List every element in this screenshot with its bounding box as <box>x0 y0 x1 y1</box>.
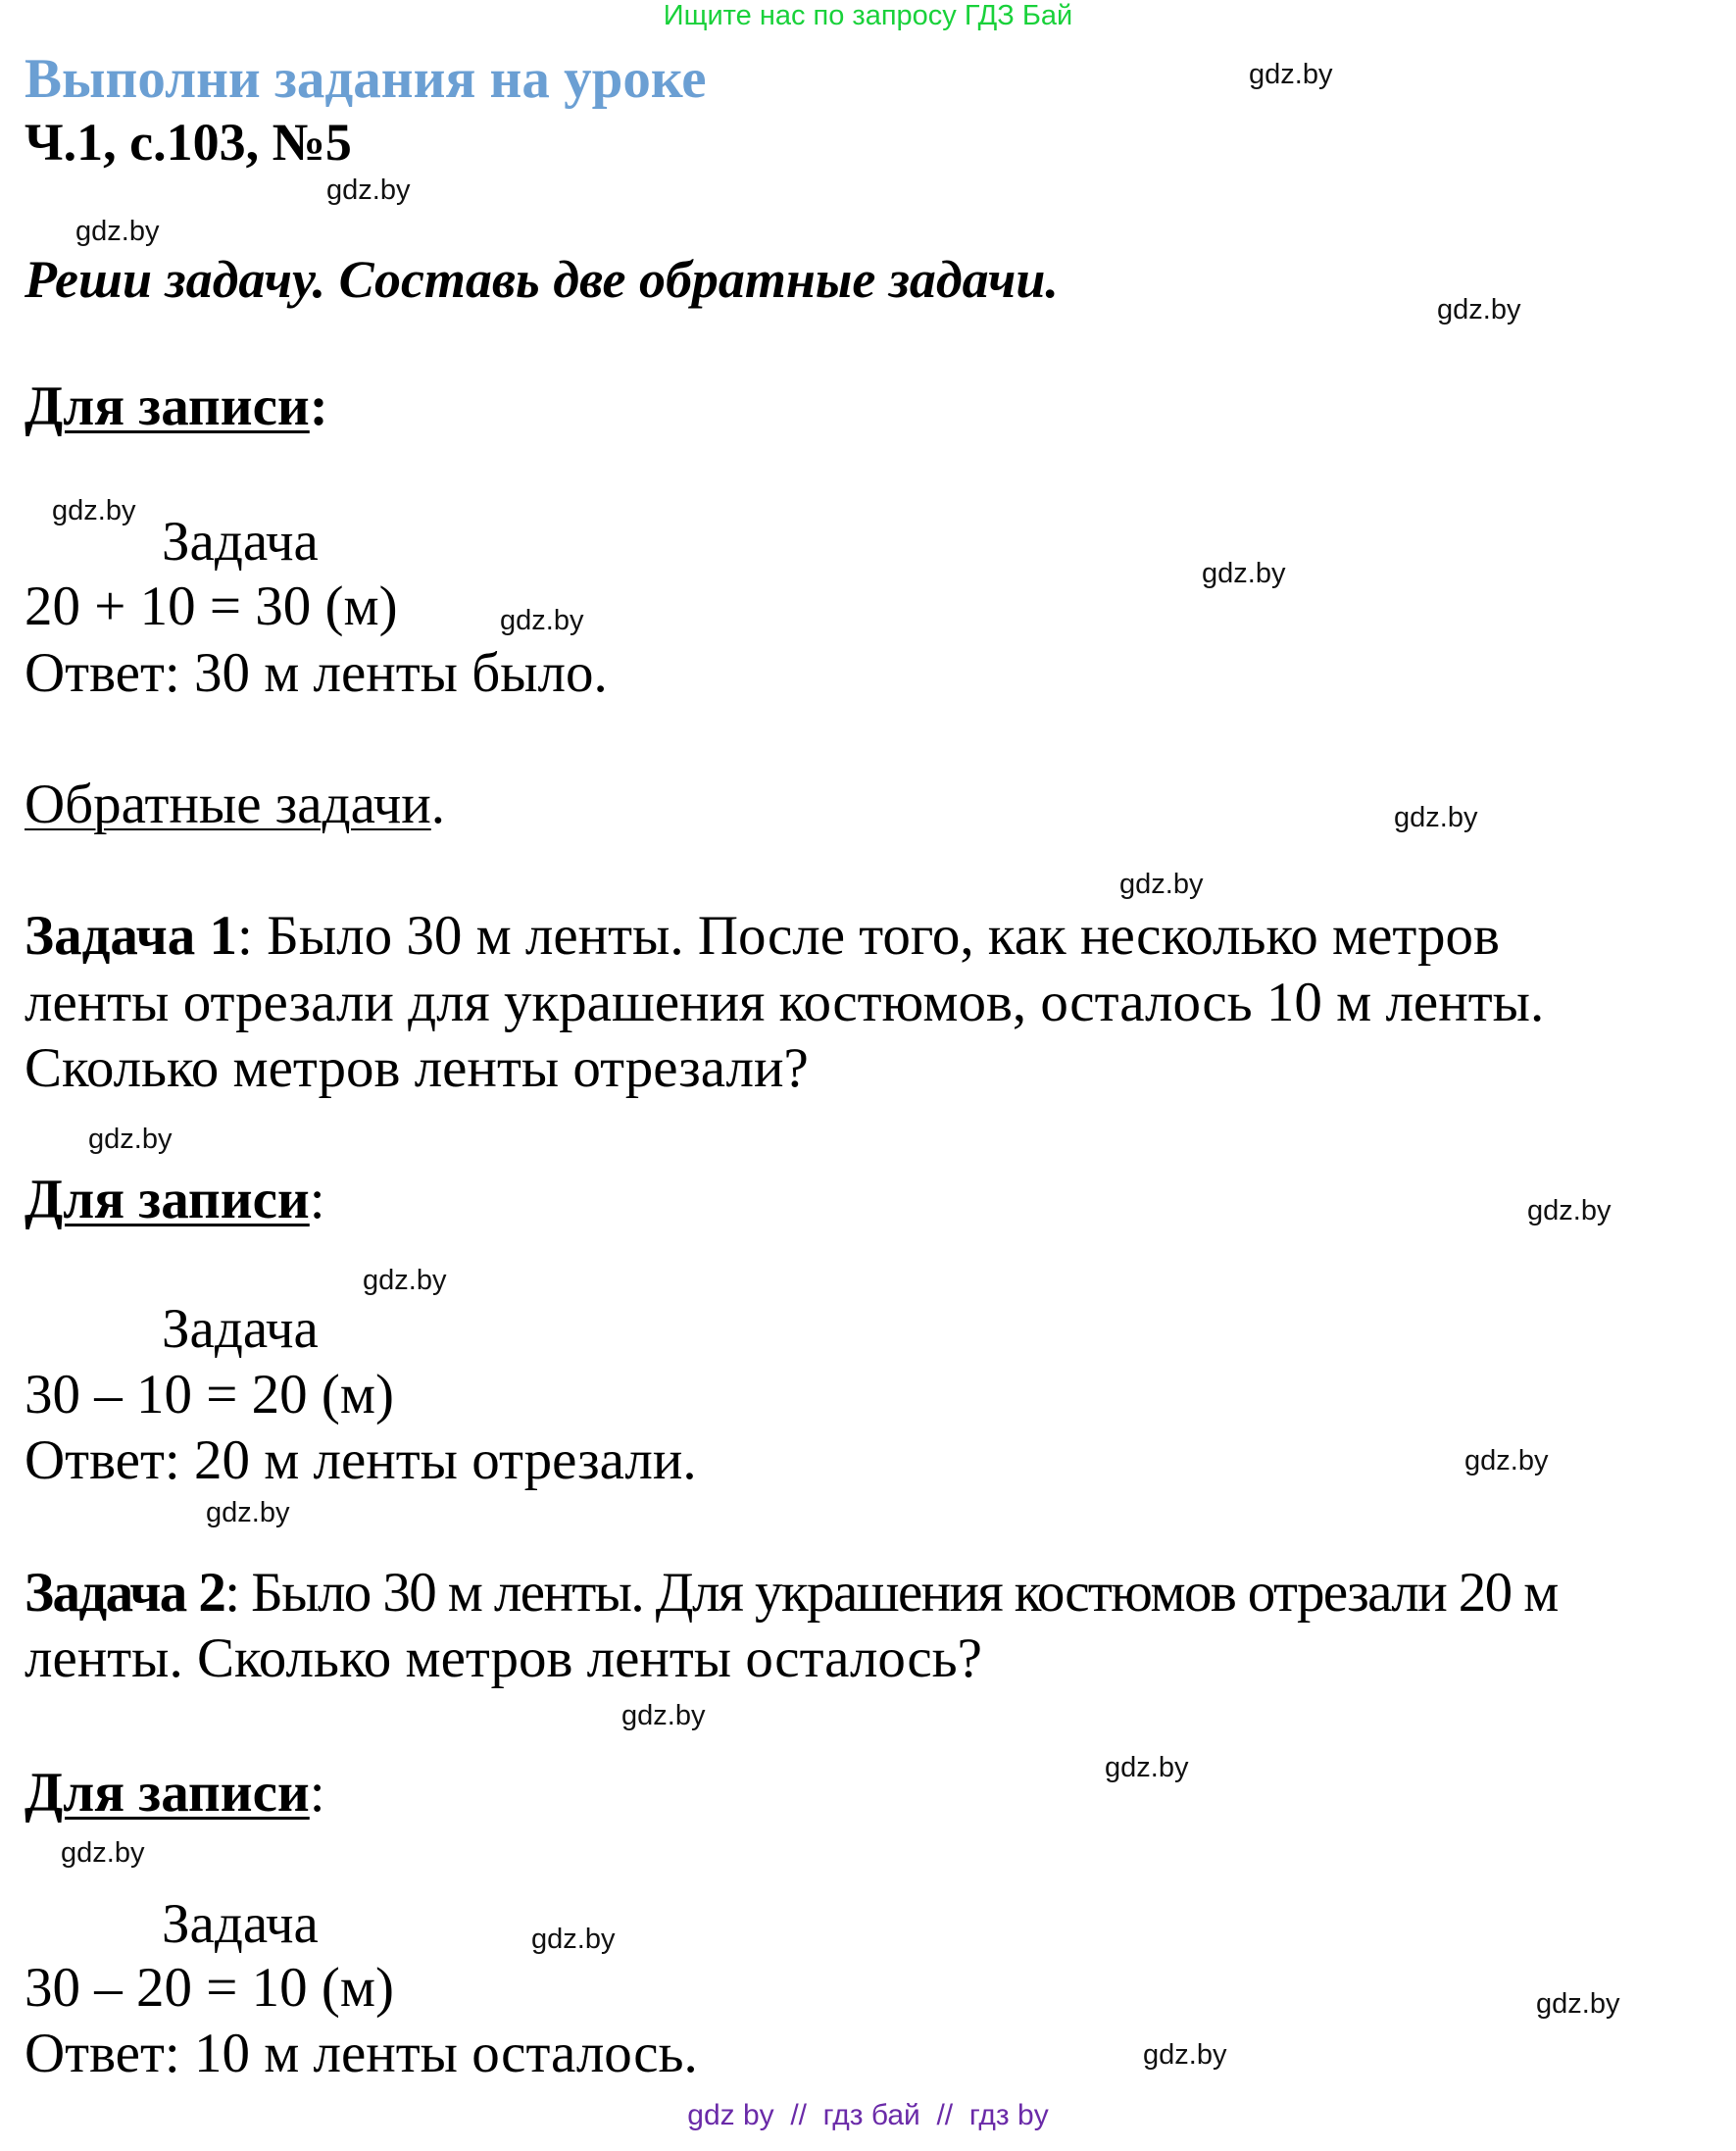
watermark: gdz.by <box>621 1700 706 1731</box>
watermark: gdz.by <box>1437 294 1521 325</box>
problem1-text: : Было 30 м ленты. После того, как несколько метров <box>237 905 1500 967</box>
watermark: gdz.by <box>1394 802 1478 833</box>
colon: : <box>309 1169 325 1230</box>
section-title: Выполни задания на уроке <box>25 48 707 110</box>
equation: 20 + 10 = 30 (м) <box>25 575 398 637</box>
task-word: Задача <box>162 1893 319 1955</box>
watermark: gdz.by <box>326 175 411 206</box>
task-word: Задача <box>162 511 319 573</box>
record-heading <box>25 1762 325 1824</box>
watermark: gdz.by <box>88 1124 173 1155</box>
watermark: gdz.by <box>1202 558 1286 589</box>
problem1-line: ленты отрезали для украшения костюмов, осталось 10 м ленты. <box>25 972 1545 1033</box>
task-word: Задача <box>162 1298 319 1360</box>
problem2-label: Задача 2 <box>25 1562 225 1624</box>
record-label: Для записи <box>25 375 310 437</box>
answer: Ответ: 10 м ленты осталось. <box>25 2023 698 2084</box>
colon: : <box>309 375 328 437</box>
watermark: gdz.by <box>52 495 136 526</box>
dot: . <box>430 774 446 835</box>
watermark: gdz.by <box>1119 869 1204 900</box>
watermark: gdz.by <box>61 1837 145 1869</box>
answer: Ответ: 20 м ленты отрезали. <box>25 1429 697 1491</box>
problem2-text: : Было 30 м ленты. Для украшения костюмов отрезали 20 м <box>224 1562 1558 1624</box>
exercise-reference: Ч.1, с.103, №5 <box>25 113 352 172</box>
watermark: gdz.by <box>75 216 160 247</box>
record-label: Для записи <box>25 1169 310 1230</box>
record-label: Для записи <box>25 1762 310 1824</box>
watermark: gdz.by <box>1464 1445 1549 1476</box>
watermark: gdz.by <box>531 1924 616 1955</box>
watermark: gdz.by <box>1249 59 1333 90</box>
assignment-text: Реши задачу. Составь две обратные задачи. <box>25 250 1059 309</box>
inverse-heading-text: Обратные задачи <box>25 774 431 835</box>
problem2-line: ленты. Сколько метров ленты осталось? <box>25 1627 982 1689</box>
watermark: gdz.by <box>1143 2039 1227 2071</box>
problem2-line <box>25 1562 1558 1624</box>
footer-links: gdz by // гдз бай // гдз by <box>687 2099 1049 2131</box>
problem1-line <box>25 905 1500 967</box>
watermark: gdz.by <box>363 1265 447 1296</box>
equation: 30 – 20 = 10 (м) <box>25 1957 394 2019</box>
watermark: gdz.by <box>1536 1988 1620 2020</box>
answer: Ответ: 30 м ленты было. <box>25 642 608 704</box>
problem1-label: Задача 1 <box>25 905 238 967</box>
watermark: gdz.by <box>1105 1752 1189 1783</box>
record-heading <box>25 375 328 437</box>
watermark: gdz.by <box>500 605 584 636</box>
record-heading <box>25 1169 325 1230</box>
problem1-line: Сколько метров ленты отрезали? <box>25 1037 809 1099</box>
watermark: gdz.by <box>206 1497 290 1528</box>
colon: : <box>309 1762 325 1824</box>
watermark: gdz.by <box>1527 1195 1612 1226</box>
inverse-heading <box>25 774 446 835</box>
search-banner: Ищите нас по запросу ГДЗ Бай <box>663 0 1073 31</box>
equation: 30 – 10 = 20 (м) <box>25 1364 394 1426</box>
